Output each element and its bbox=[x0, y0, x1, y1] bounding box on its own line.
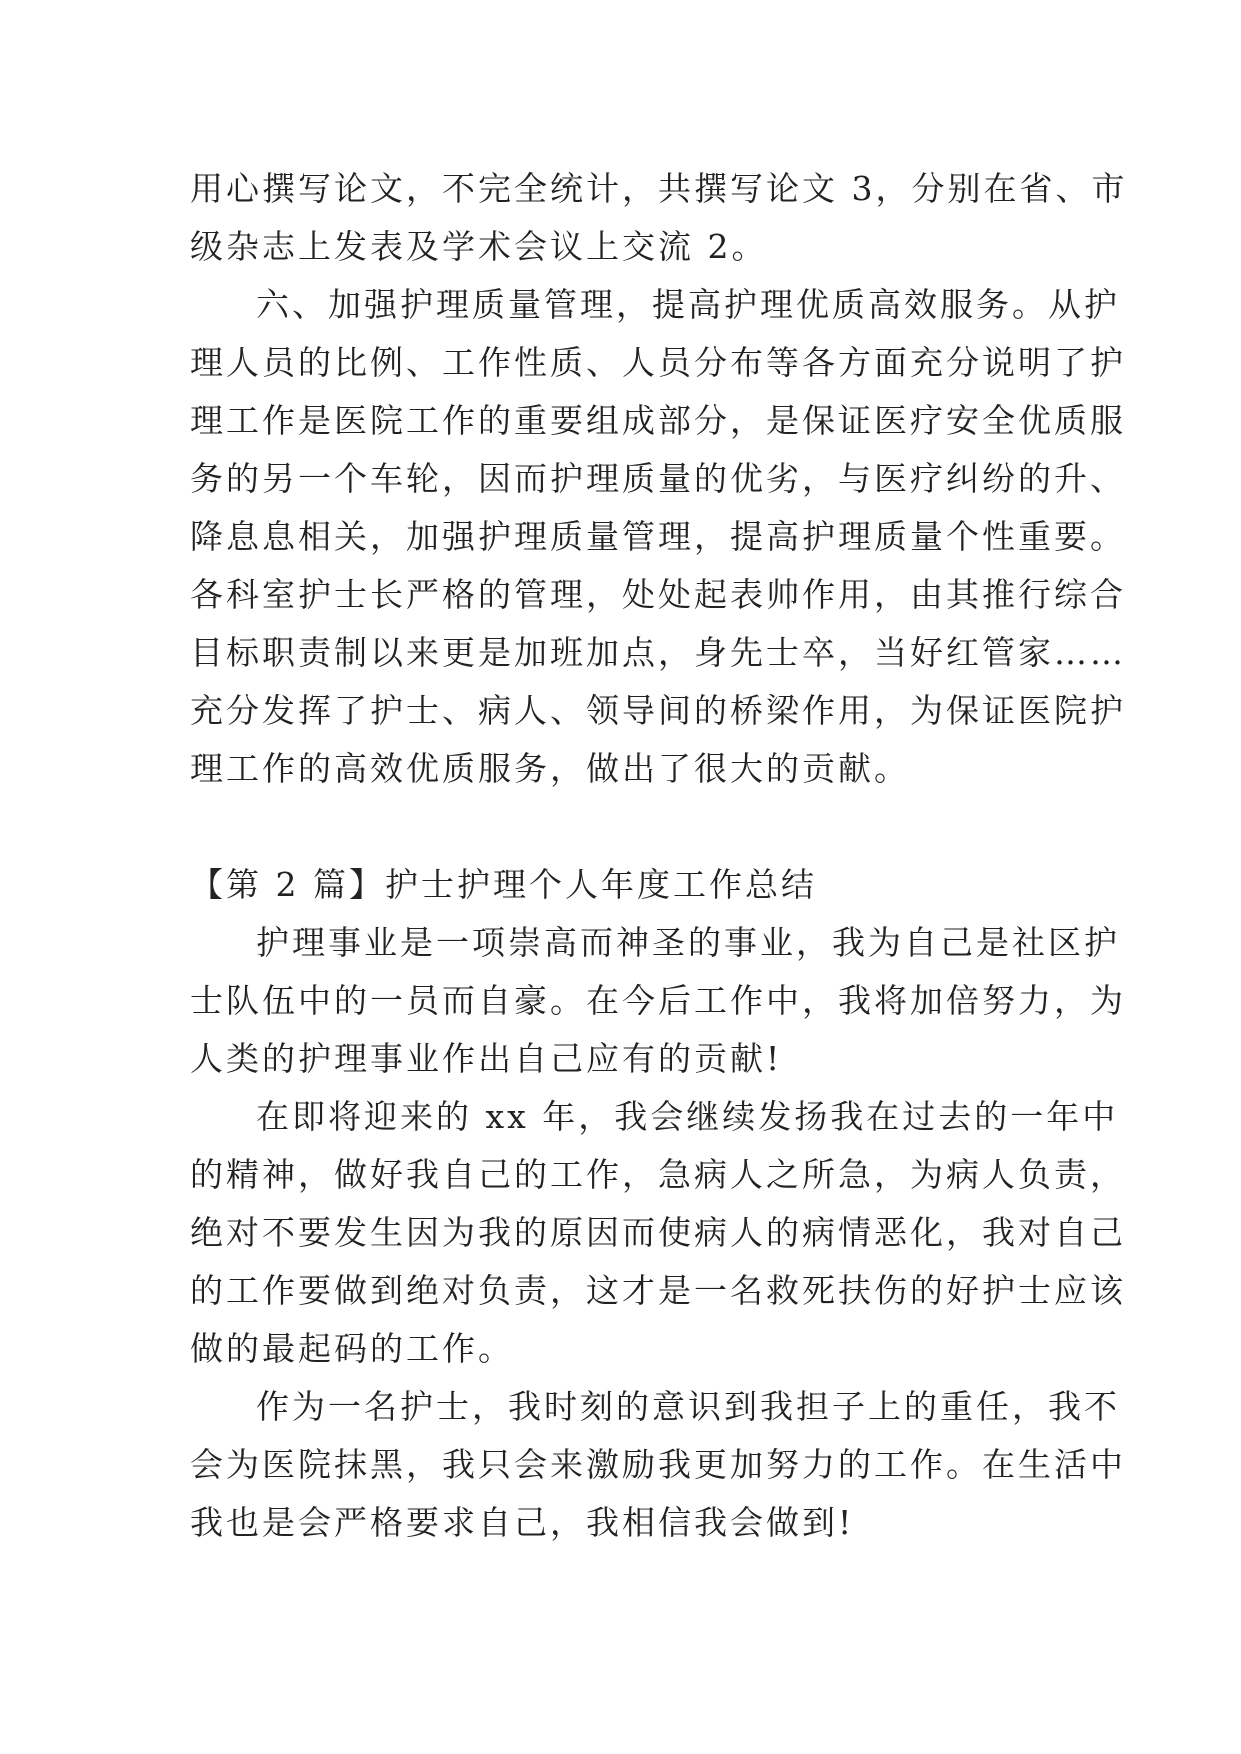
document-body bbox=[190, 160, 1128, 1552]
paragraph-line: 级杂志上发表及学术会议上交流 2。 bbox=[190, 227, 768, 266]
paragraph-line: 作为一名护士，我时刻的意识到我担子上的重任，我不 bbox=[256, 1387, 1120, 1426]
paragraph-quality-management bbox=[190, 276, 1126, 798]
paragraph-line: 目标职责制以来更是加班加点，身先士卒，当好红管家…… bbox=[190, 633, 1126, 672]
paragraph-line: 理工作是医院工作的重要组成部分，是保证医疗安全优质服 bbox=[190, 401, 1126, 440]
paragraph-line: 充分发挥了护士、病人、领导间的桥梁作用，为保证医院护 bbox=[190, 691, 1126, 730]
section-heading: 【第 2 篇】护士护理个人年度工作总结 bbox=[190, 865, 817, 904]
paragraph-line: 人类的护理事业作出自己应有的贡献! bbox=[190, 1039, 783, 1078]
paragraph-line: 的精神，做好我自己的工作，急病人之所急，为病人负责， bbox=[190, 1155, 1126, 1194]
paragraph-line: 护理事业是一项崇高而神圣的事业，我为自己是社区护 bbox=[256, 923, 1120, 962]
paragraph-line: 降息息相关，加强护理质量管理，提高护理质量个性重要。 bbox=[190, 517, 1126, 556]
paragraph-responsibility bbox=[190, 1378, 1126, 1552]
paragraph-line: 用心撰写论文，不完全统计，共撰写论文 3，分别在省、市 bbox=[190, 169, 1128, 208]
paragraph-line: 会为医院抹黑，我只会来激励我更加努力的工作。在生活中 bbox=[190, 1445, 1126, 1484]
paragraph-line: 的工作要做到绝对负责，这才是一名救死扶伤的好护士应该 bbox=[190, 1271, 1126, 1310]
paragraph-line: 我也是会严格要求自己，我相信我会做到! bbox=[190, 1503, 855, 1542]
paragraph-line: 务的另一个车轮，因而护理质量的优劣，与医疗纠纷的升、 bbox=[190, 459, 1126, 498]
paragraph-line: 理工作的高效优质服务，做出了很大的贡献。 bbox=[190, 749, 910, 788]
paragraph-line: 绝对不要发生因为我的原因而使病人的病情恶化，我对自己 bbox=[190, 1213, 1126, 1252]
paragraph-line: 做的最起码的工作。 bbox=[190, 1329, 514, 1368]
paragraph-line: 各科室护士长严格的管理，处处起表帅作用，由其推行综合 bbox=[190, 575, 1126, 614]
paragraph-thesis-writing bbox=[190, 160, 1128, 276]
paragraph-line: 理人员的比例、工作性质、人员分布等各方面充分说明了护 bbox=[190, 343, 1126, 382]
paragraph-nursing-career bbox=[190, 914, 1126, 1088]
paragraph-coming-year bbox=[190, 1088, 1126, 1378]
paragraph-line: 六、加强护理质量管理，提高护理优质高效服务。从护 bbox=[256, 285, 1120, 324]
paragraph-line: 士队伍中的一员而自豪。在今后工作中，我将加倍努力，为 bbox=[190, 981, 1126, 1020]
paragraph-line: 在即将迎来的 xx 年，我会继续发扬我在过去的一年中 bbox=[256, 1097, 1119, 1136]
